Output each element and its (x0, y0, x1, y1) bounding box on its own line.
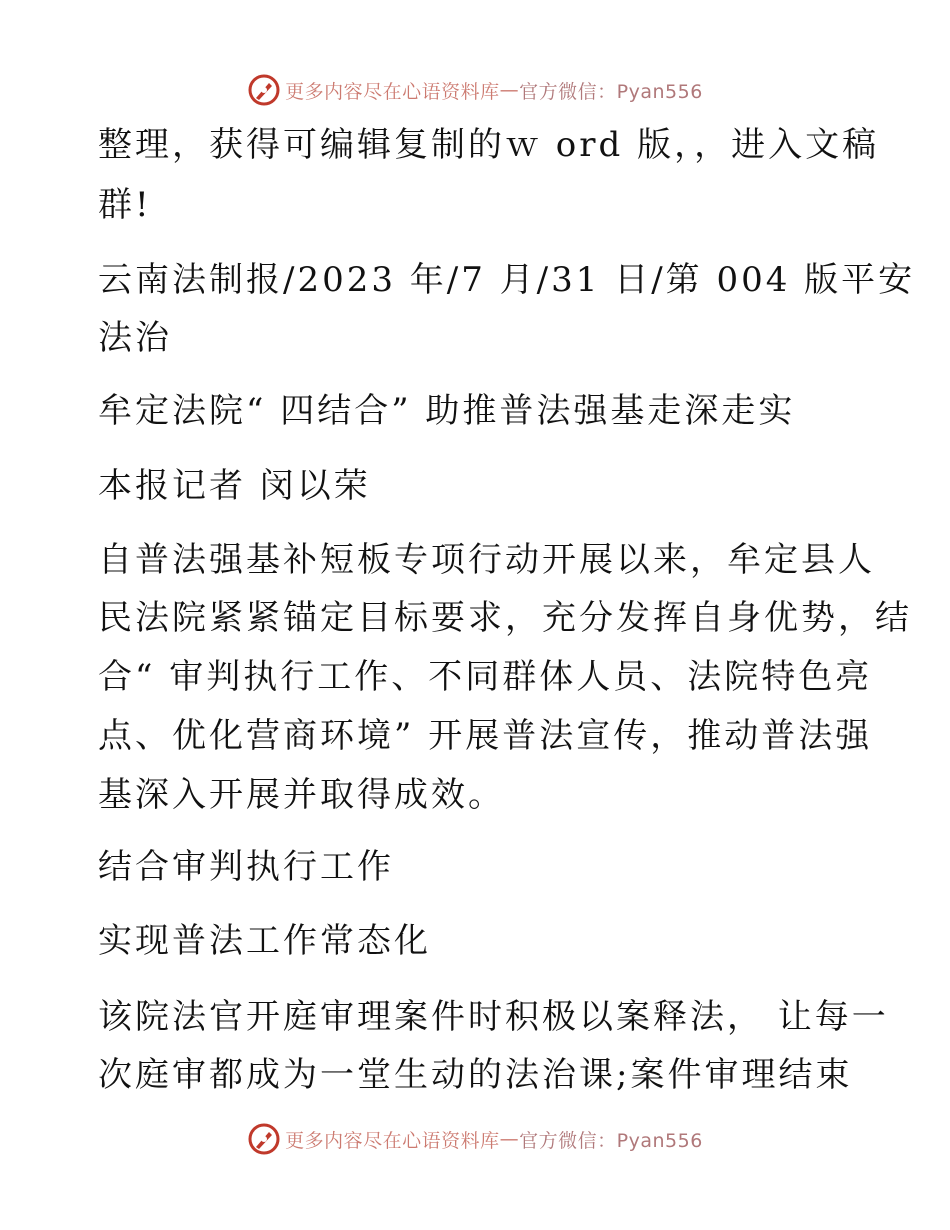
watermark-dash: — (499, 79, 520, 101)
source-line-2: 法治 (98, 318, 172, 358)
paragraph-line: 次庭审都成为一堂生动的法治课;案件审理结束 (98, 1055, 853, 1095)
article-headline: 牟定法院“ 四结合” 助推普法强基走深走实 (98, 391, 796, 431)
byline: 本报记者 闵以荣 (98, 466, 371, 506)
paragraph-line: 基深入开展并取得成效。 (98, 775, 505, 815)
paragraph-line: 合“ 审判执行工作、不同群体人员、法院特色亮 (98, 657, 873, 697)
paragraph-line: 自普法强基补短板专项行动开展以来，牟定县人 (98, 540, 875, 580)
intro-line-1: 整理，获得可编辑复制的ｗ ord 版，，进入文稿 (98, 125, 880, 165)
paragraph-line: 民法院紧紧锚定目标要求，充分发挥自身优势，结 (98, 598, 912, 638)
watermark-brand: 更多内容尽在心语资料库 (285, 80, 500, 103)
paragraph-line: 该院法官开庭审理案件时积极以案释法， 让每一 (98, 997, 889, 1037)
paragraph-line: 点、优化营商环境” 开展普法宣传，推动普法强 (98, 716, 873, 756)
source-line-1: 云南法制报/2023 年/7 月/31 日/第 004 版平安 (98, 260, 916, 300)
subheading-1: 结合审判执行工作 (98, 847, 394, 887)
pen-logo-icon (247, 1122, 281, 1156)
watermark-wechat: 官方微信：Pyan556 (519, 1129, 703, 1152)
intro-line-2: 群! (98, 185, 152, 225)
watermark-brand: 更多内容尽在心语资料库 (285, 1129, 500, 1152)
subheading-2: 实现普法工作常态化 (98, 921, 431, 961)
watermark-wechat: 官方微信：Pyan556 (519, 80, 703, 103)
watermark-dash: — (499, 1128, 520, 1150)
watermark-footer (0, 1119, 950, 1159)
